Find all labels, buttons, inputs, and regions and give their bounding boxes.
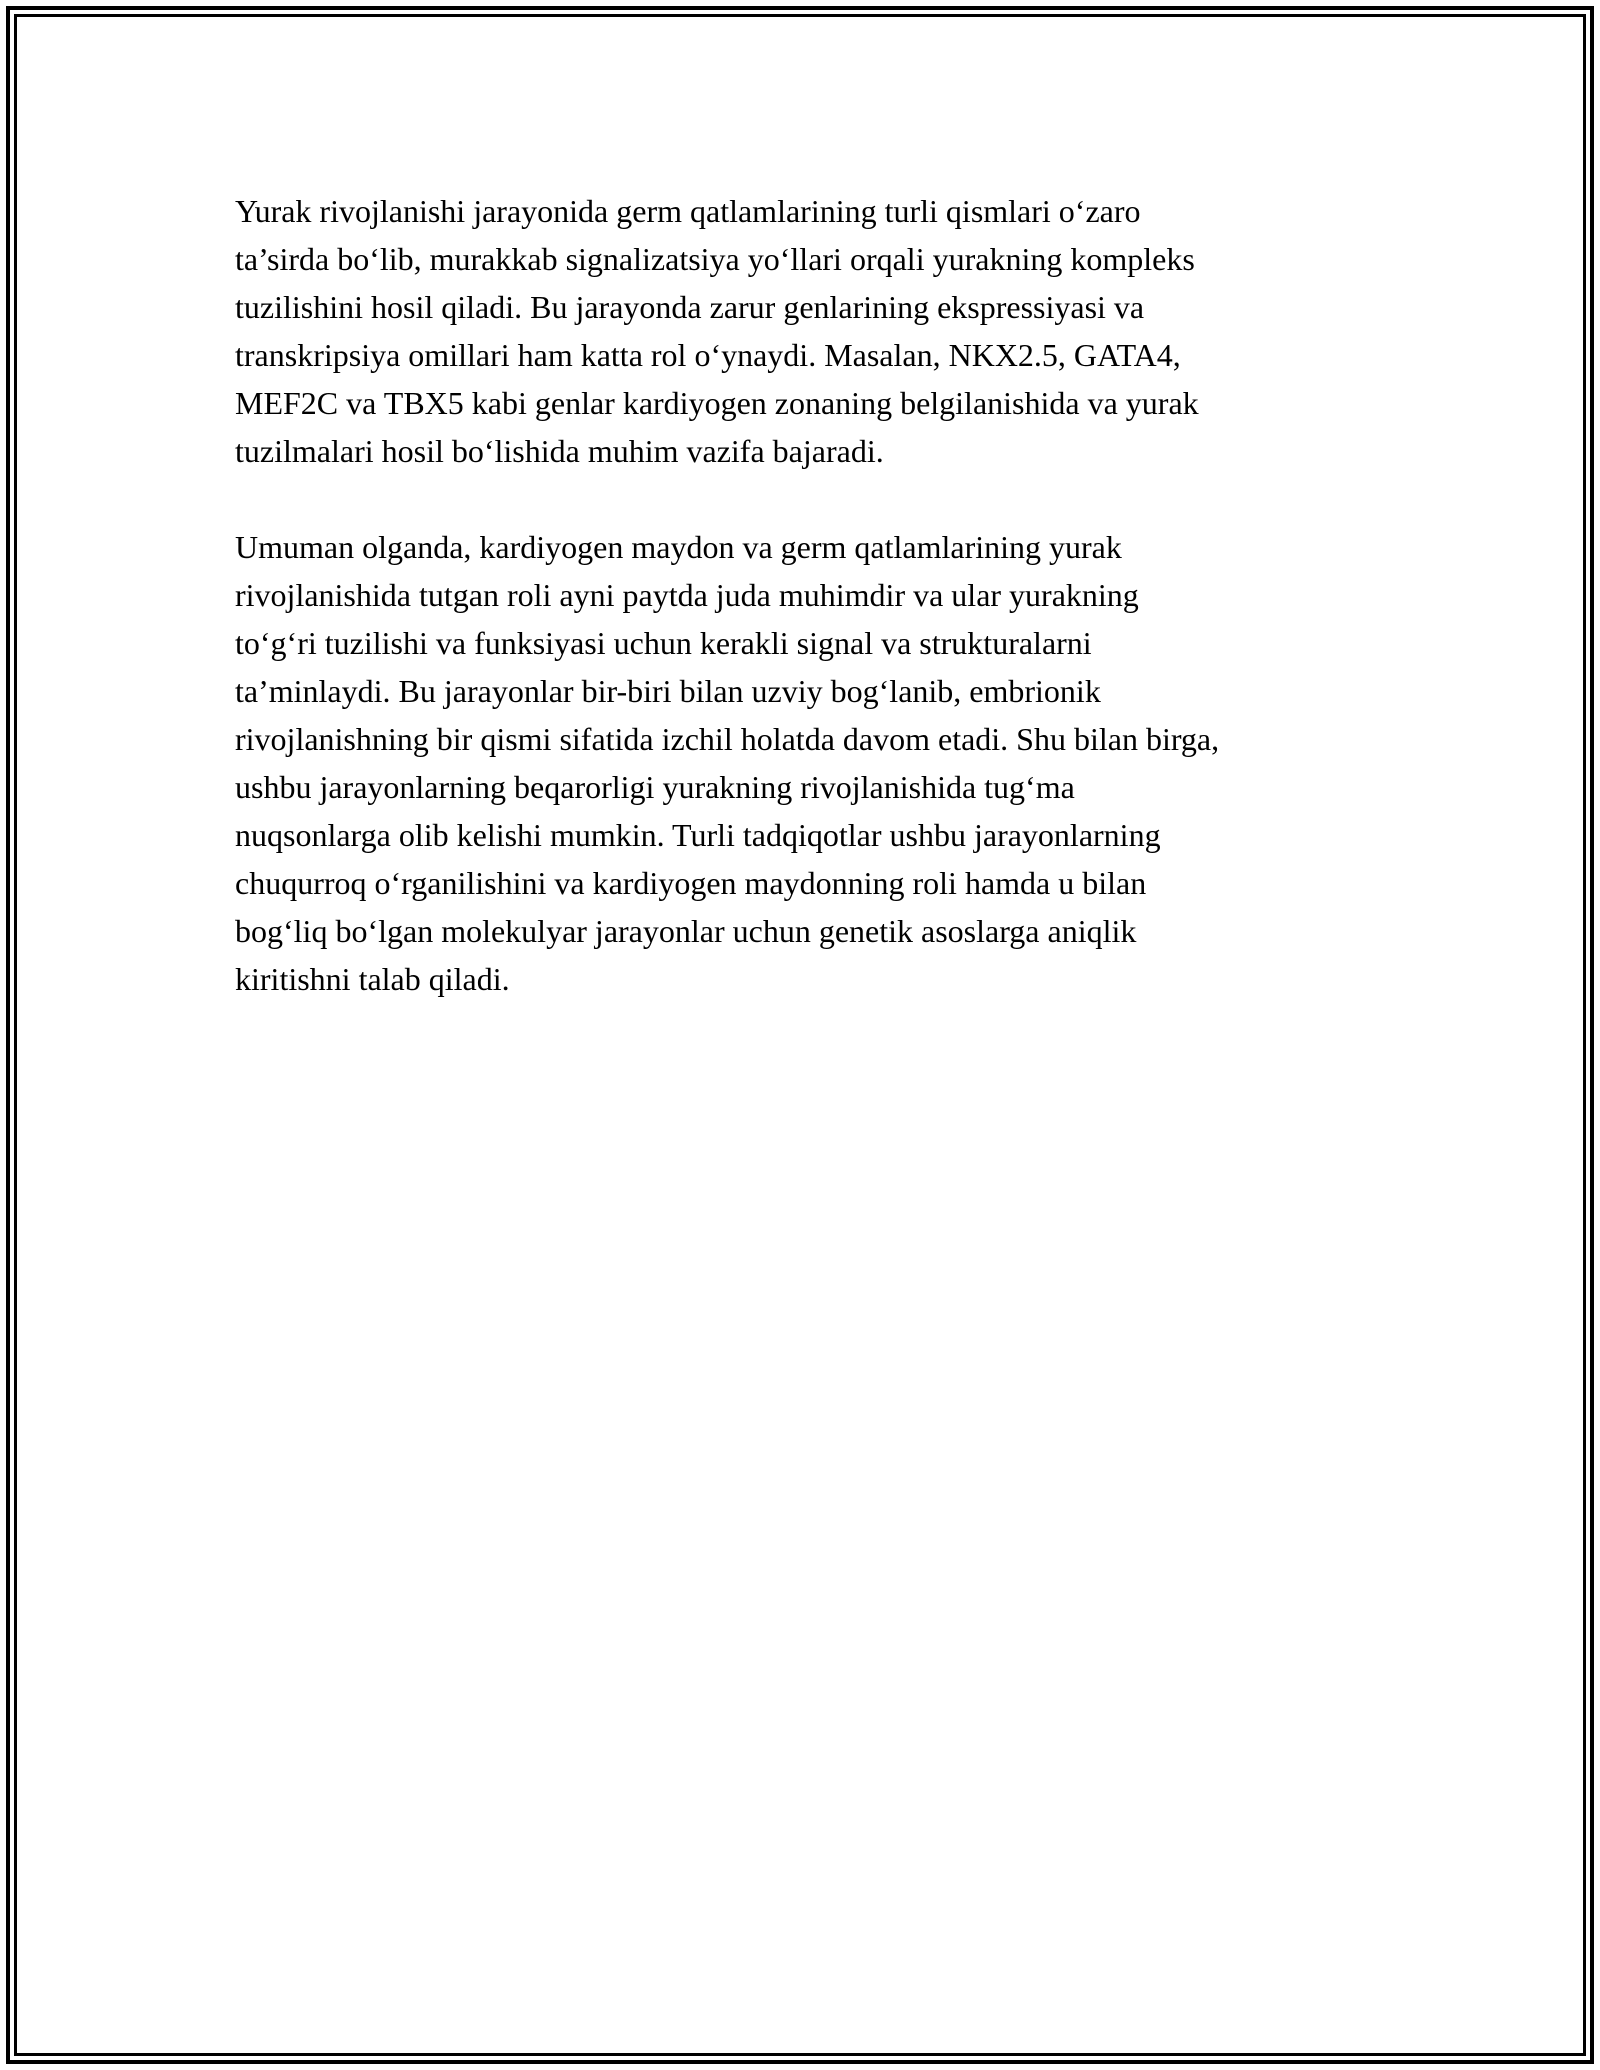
text-line: Umuman olganda, kardiyogen maydon va germ qatlamlarining yurak bbox=[235, 529, 1122, 565]
text-line: to‘g‘ri tuzilishi va funksiyasi uchun kerakli signal va strukturalarni bbox=[235, 625, 1092, 661]
text-line: nuqsonlarga olib kelishi mumkin. Turli tadqiqotlar ushbu jarayonlarning bbox=[235, 817, 1161, 853]
text-line: chuqurroq o‘rganilishini va kardiyogen maydonning roli hamda u bilan bbox=[235, 865, 1147, 901]
text-line: ta’sirda bo‘lib, murakkab signalizatsiya yo‘llari orqali yurakning kompleks bbox=[235, 241, 1195, 277]
text-line: kiritishni talab qiladi. bbox=[235, 961, 510, 997]
text-line: transkripsiya omillari ham katta rol o‘ynaydi. Masalan, NKX2.5, GATA4, bbox=[235, 337, 1181, 373]
text-line: MEF2C va TBX5 kabi genlar kardiyogen zonaning belgilanishida va yurak bbox=[235, 385, 1199, 421]
text-line: tuzilmalari hosil bo‘lishida muhim vazifa bajaradi. bbox=[235, 433, 884, 469]
text-line: rivojlanishida tutgan roli ayni paytda juda muhimdir va ular yurakning bbox=[235, 577, 1139, 613]
text-line: bog‘liq bo‘lgan molekulyar jarayonlar uchun genetik asoslarga aniqlik bbox=[235, 913, 1137, 949]
paragraph-1 bbox=[235, 187, 1395, 475]
text-line: ushbu jarayonlarning beqarorligi yurakning rivojlanishida tug‘ma bbox=[235, 769, 1075, 805]
text-line: tuzilishini hosil qiladi. Bu jarayonda zarur genlarining ekspressiyasi va bbox=[235, 289, 1145, 325]
paragraph-2 bbox=[235, 523, 1395, 1003]
text-line: Yurak rivojlanishi jarayonida germ qatlamlarining turli qismlari o‘zaro bbox=[235, 193, 1141, 229]
document-body bbox=[235, 187, 1395, 1003]
text-line: ta’minlaydi. Bu jarayonlar bir-biri bilan uzviy bog‘lanib, embrionik bbox=[235, 673, 1101, 709]
text-line: rivojlanishning bir qismi sifatida izchil holatda davom etadi. Shu bilan birga, bbox=[235, 721, 1220, 757]
